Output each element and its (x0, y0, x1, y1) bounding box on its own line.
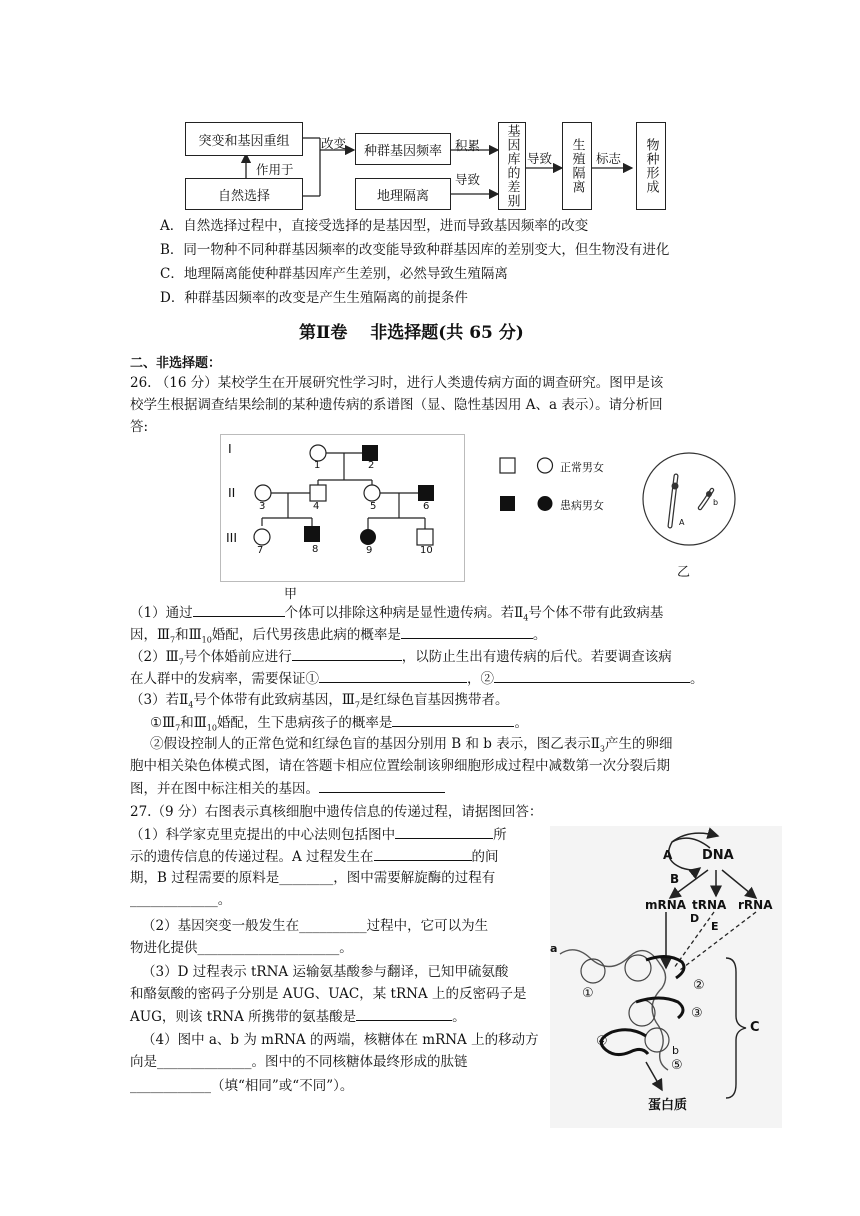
q26-p3-text: 是红绿色盲基因携带者。 (359, 692, 509, 708)
subscript: 10 (206, 723, 217, 733)
q27-blank-2[interactable] (374, 846, 472, 861)
q26-p3-text: （3）若Ⅱ (130, 692, 189, 708)
q26-p1-text: 。 (532, 627, 547, 643)
q25-option-d: D．种群基因频率的改变是产生生殖隔离的前提条件 (160, 290, 468, 306)
q26-p1-text: 号个体不带有此致病基 (528, 605, 664, 621)
central-dogma-figure (550, 826, 782, 1128)
flow-box-selection: 自然选择 (185, 178, 303, 210)
q27-text: _____________。 (130, 892, 232, 908)
q26-p3-text: 婚配，生下患病孩子的概率是 (216, 715, 393, 731)
q26-p3-text: ①Ⅲ (150, 715, 176, 731)
flow-box-isolation: 地理隔离 (355, 178, 451, 210)
q27-text: 和酪氨酸的密码子分别是 AUG、UAC，某 tRNA 上的反密码子是 (130, 986, 527, 1002)
dogma-label-a: A (663, 848, 673, 862)
q26-blank-4[interactable] (319, 668, 467, 683)
q26-p2-text: （2）Ⅲ (130, 649, 179, 665)
q26-intro-line2: 校学生根据调查结果绘制的某种遗传病的系谱图（显、隐性基因用 A、a 表示）。请分析回 (130, 397, 663, 413)
q26-p1-text: 个体可以排除这种病是显性遗传病。若Ⅱ (284, 605, 524, 621)
pedigree-id-3: 3 (259, 501, 266, 512)
q27-blank-1[interactable] (395, 824, 493, 839)
pedigree-gen-3-label: III (226, 530, 238, 545)
dogma-label-dna: DNA (702, 848, 734, 863)
flow-label-accum: 积累 (455, 138, 481, 153)
q26-p1-text: 婚配，后代男孩患此病的概率是 (211, 627, 401, 643)
pedigree-individual-1 (310, 445, 326, 461)
q26-p2-text: ，以防止生出有遗传病的后代。若要调查该病 (401, 649, 672, 665)
q26-blank-2[interactable] (401, 624, 533, 639)
q26-intro-line3: 答: (130, 419, 149, 435)
dogma-label-c: C (750, 1020, 760, 1035)
subscript: 7 (170, 635, 176, 645)
pedigree-individual-10 (417, 529, 433, 545)
pedigree-individual-8 (304, 526, 320, 542)
subscript: 4 (188, 700, 194, 710)
subscript: 7 (175, 723, 181, 733)
pedigree-id-7: 7 (257, 545, 264, 556)
q26-intro-line1: 26. （16 分）某校学生在开展研究性学习时，进行人类遗传病方面的调查研究。图甲是该 (130, 375, 664, 391)
dogma-label-mrna-end-a: a (550, 942, 558, 955)
q26-p4-text: 图，并在图中标注相关的基因。 (130, 781, 319, 797)
q26-p4-text: ②假设控制人的正常色觉和红绿色盲的基因分别用 B 和 b 表示，图乙表示Ⅱ (150, 736, 600, 752)
central-dogma-drawing (550, 826, 782, 1128)
flow-box-mutation: 突变和基因重组 (185, 122, 303, 156)
q27-text: （4）图中 a、b 为 mRNA 的两端，核糖体在 mRNA 上的移动方 (142, 1032, 539, 1048)
pedigree-individual-4 (310, 485, 326, 501)
q27-text: ____________（填“相同”或“不同”）。 (130, 1078, 354, 1094)
q26-p2-text: 。 (690, 671, 704, 687)
pedigree-individual-5 (364, 485, 380, 501)
q26-blank-3[interactable] (292, 646, 402, 661)
figure-yi-caption: 乙 (677, 565, 691, 580)
q26-p4-text: 产生的卵细 (605, 736, 673, 752)
q26-p3-text: 和Ⅲ (180, 715, 207, 731)
dogma-ribosome-4: ④ (596, 1034, 608, 1049)
q26-p1-text: 和Ⅲ (175, 627, 202, 643)
q27-text: 向是______________。图中的不同核糖体最终形成的肽链 (130, 1054, 468, 1070)
q27-text: （3）D 过程表示 tRNA 运输氨基酸参与翻译，已知甲硫氨酸 (142, 964, 509, 980)
q25-option-a: A．自然选择过程中，直接受选择的是基因型，进而导致基因频率的改变 (160, 218, 589, 234)
q27-text: 所 (493, 827, 507, 843)
dogma-label-e: E (711, 920, 719, 933)
dogma-label-protein: 蛋白质 (648, 1098, 688, 1113)
flow-label-acton: 作用于 (256, 162, 294, 177)
pedigree-gen-1-label: I (228, 441, 232, 456)
q26-p2-text: ，② (467, 671, 494, 687)
dogma-label-mrna-end-b: b (672, 1044, 679, 1057)
pedigree-id-10: 10 (420, 545, 433, 556)
q27-text: （2）基因突变一般发生在__________过程中，它可以为生 (142, 918, 489, 934)
q26-blank-1[interactable] (193, 602, 285, 617)
subscript: 10 (201, 635, 212, 645)
flow-box-genepool: 基因库的差别 (498, 122, 526, 210)
q27-text: （1）科学家克里克提出的中心法则包括图中 (130, 827, 396, 843)
flow-label-lead2: 导致 (527, 151, 553, 166)
section-title: 第Ⅱ卷 非选择题(共 65 分) (299, 323, 524, 343)
dogma-ribosome-2: ② (693, 978, 705, 993)
subscript: 7 (354, 700, 360, 710)
dogma-label-mrna: mRNA (645, 898, 687, 912)
q26-p3-text: 。 (514, 715, 528, 731)
subscript: 4 (523, 613, 529, 623)
dogma-ribosome-1: ① (582, 986, 594, 1001)
pedigree-individual-9 (360, 529, 376, 545)
pedigree-legend-symbols (497, 455, 557, 519)
pedigree-gen-2-label: II (228, 485, 236, 500)
q27-text: 期，B 过程需要的原料是________，图中需要解旋酶的过程有 (130, 870, 496, 886)
pedigree-id-1: 1 (314, 460, 321, 471)
pedigree-individual-3 (255, 485, 271, 501)
pedigree-individual-6 (418, 485, 434, 501)
q27-text: AUG，则该 tRNA 所携带的氨基酸是 (130, 1009, 357, 1025)
dogma-ribosome-5: ⑤ (671, 1058, 683, 1073)
q26-p2-text: 在人群中的发病率，需要保证① (130, 671, 319, 687)
dogma-label-d: D (690, 912, 700, 925)
dogma-label-rrna: rRNA (738, 898, 773, 912)
dogma-label-b: B (670, 872, 680, 886)
flow-box-frequency: 种群基因频率 (355, 133, 451, 165)
chromosome-gene-b-label: b (713, 498, 719, 507)
pedigree-id-5: 5 (370, 501, 377, 512)
flow-box-speciation: 物种形成 (636, 122, 666, 210)
chromosome-gene-a-label: A (679, 518, 685, 527)
dogma-label-trna: tRNA (692, 898, 727, 912)
section-subtitle: 二、非选择题： (130, 356, 222, 371)
pedigree-id-8: 8 (312, 544, 319, 555)
pedigree-id-9: 9 (366, 545, 373, 556)
legend-normal-label: 正常男女 (560, 461, 604, 474)
dogma-ribosome-3: ③ (691, 1006, 703, 1021)
egg-cell-chromosome-figure (640, 450, 740, 550)
q27-text: 示的遗传信息的传递过程。A 过程发生在 (130, 849, 374, 865)
flow-label-change: 改变 (321, 136, 347, 151)
subscript: 7 (178, 657, 184, 667)
q27-text: 物进化提供_____________________。 (130, 940, 353, 956)
pedigree-id-6: 6 (423, 501, 430, 512)
pedigree-individual-2 (362, 445, 378, 461)
q27-text: 。 (452, 1009, 466, 1025)
q26-p1-text: 因，Ⅲ (130, 627, 171, 643)
flow-box-reproductive-isolation: 生殖隔离 (562, 122, 592, 210)
q26-blank-7[interactable] (319, 778, 445, 793)
pedigree-individual-7 (254, 529, 270, 545)
flow-label-mark: 标志 (596, 151, 622, 166)
q25-option-b: B．同一物种不同种群基因频率的改变能导致种群基因库的差别变大，但生物没有进化 (160, 242, 670, 258)
q26-p4-text: 胞中相关染色体模式图，请在答题卡相应位置绘制该卵细胞形成过程中减数第一次分裂后期 (130, 758, 670, 774)
q27-intro: 27.（9 分）右图表示真核细胞中遗传信息的传递过程，请据图回答： (130, 804, 543, 820)
subscript: 3 (599, 744, 605, 754)
pedigree-id-4: 4 (313, 501, 320, 512)
q26-p1-text: （1）通过 (130, 605, 193, 621)
q26-p3-text: 号个体带有此致病基因，Ⅲ (193, 692, 355, 708)
legend-ill-label: 患病男女 (560, 499, 604, 512)
q27-text: 的间 (471, 849, 499, 865)
flow-label-lead1: 导致 (455, 172, 481, 187)
q27-blank-3[interactable] (356, 1006, 452, 1021)
figure-jia-caption: 甲 (284, 587, 298, 602)
q26-p2-text: 号个体婚前应进行 (183, 649, 292, 665)
q25-option-c: C．地理隔离能使种群基因库产生差别，必然导致生殖隔离 (160, 266, 508, 282)
pedigree-id-2: 2 (368, 460, 375, 471)
q26-blank-5[interactable] (494, 668, 690, 683)
q26-blank-6[interactable] (392, 712, 514, 727)
